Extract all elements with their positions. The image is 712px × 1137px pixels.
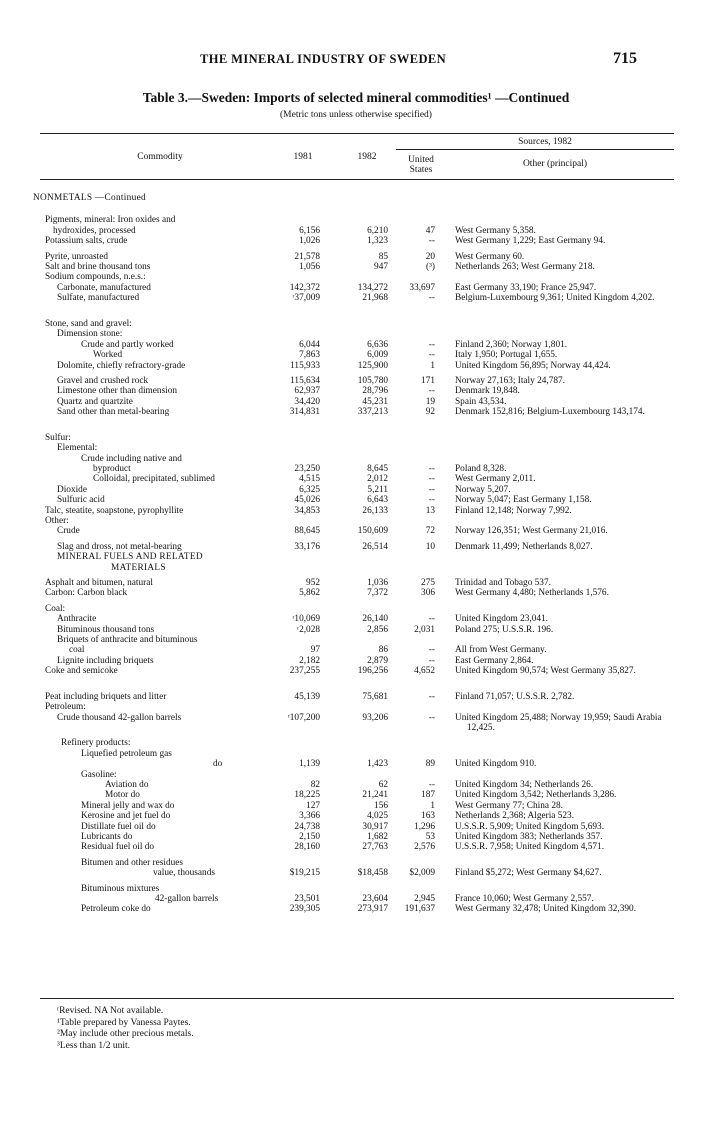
value-other-sources: West Germany 1,229; East Germany 94. <box>455 236 606 247</box>
value-us: 163 <box>421 811 435 822</box>
value-other-sources: United Kingdom 3,542; Netherlands 3,286. <box>455 790 617 801</box>
table-body <box>0 193 712 925</box>
value-us: 2,576 <box>414 842 435 853</box>
value-us: -- <box>428 293 435 304</box>
value-1981: 45,026 <box>294 495 320 506</box>
value-1981: 6,325 <box>299 484 320 495</box>
commodity-label: Gasoline: <box>81 769 117 780</box>
value-us: 89 <box>425 759 435 770</box>
table-row <box>0 780 712 790</box>
value-us: 1 <box>430 800 435 811</box>
value-us: (³) <box>426 261 435 272</box>
table-row <box>0 904 712 925</box>
value-1981: 115,933 <box>290 360 320 371</box>
commodity-label: Worked <box>93 350 123 361</box>
table-row <box>0 552 712 573</box>
col-other-header: Other (principal) <box>522 159 588 169</box>
table-row <box>0 485 712 495</box>
commodity-label: NONMETALS —Continued <box>33 193 146 203</box>
value-other-sources: United Kingdom 383; Netherlands 357. <box>455 832 603 842</box>
table-row <box>0 790 712 800</box>
value-1981: 34,420 <box>294 396 320 407</box>
commodity-label: Other: <box>45 516 69 526</box>
table-row <box>0 832 712 842</box>
table-row <box>0 350 712 360</box>
value-1982: 196,256 <box>357 666 388 677</box>
commodity-label: coal <box>69 645 85 656</box>
value-1981: 24,738 <box>294 821 320 832</box>
table-row <box>0 713 712 734</box>
col-1981-header: 1981 <box>293 152 313 162</box>
value-1982: 30,917 <box>362 821 388 832</box>
table-row <box>0 625 712 635</box>
value-other-sources: East Germany 33,190; France 25,947. <box>455 282 597 293</box>
table-row <box>0 770 712 780</box>
commodity-label: Elemental: <box>57 443 98 454</box>
value-1981: 314,831 <box>289 407 320 418</box>
value-us: 171 <box>421 375 435 386</box>
value-1982: 5,211 <box>367 484 388 495</box>
commodity-label: Bituminous thousand tons <box>57 624 155 635</box>
footnote: ʳRevised. NA Not available. <box>57 1006 164 1016</box>
value-1981: 62,937 <box>294 386 320 397</box>
value-other-sources: Norway 5,047; East Germany 1,158. <box>455 495 592 506</box>
commodity-label: Coke and semicoke <box>45 666 118 677</box>
value-other-sources: Finland 71,057; U.S.S.R. 2,782. <box>455 691 575 702</box>
value-1982: 337,213 <box>357 407 388 418</box>
running-header <box>0 50 712 70</box>
commodity-label: Carbon: Carbon black <box>45 588 128 599</box>
value-other-sources: Italy 1,950; Portugal 1,655. <box>455 350 558 361</box>
value-1981: ʳ10,069 <box>292 614 320 625</box>
value-1982: 2,012 <box>367 474 388 485</box>
value-us: 191,637 <box>404 904 435 915</box>
commodity-label: Bituminous mixtures <box>81 883 160 894</box>
value-other-sources: Norway 5,207. <box>455 484 511 495</box>
value-1982: 26,133 <box>362 505 388 516</box>
table-subtitle: (Metric tons unless otherwise specified) <box>280 110 432 120</box>
commodity-label: Distillate fuel oil do <box>81 821 156 832</box>
value-other-sources: United Kingdom 56,895; Norway 44,424. <box>455 360 611 371</box>
value-other-sources: Netherlands 263; West Germany 218. <box>455 261 595 272</box>
value-other-sources: Spain 43,534. <box>455 396 507 407</box>
value-us: 275 <box>421 577 435 588</box>
commodity-label: Pigments, mineral: Iron oxides and <box>45 215 176 226</box>
value-1982: 2,856 <box>367 624 388 635</box>
commodity-label: Asphalt and bitumen, natural <box>45 577 153 588</box>
value-other-sources: West Germany 2,011. <box>455 474 536 485</box>
commodity-label: Salt and brine thousand tons <box>45 261 151 272</box>
value-us: -- <box>428 645 435 656</box>
commodity-label: Liquefied petroleum gas <box>81 748 172 759</box>
value-us: -- <box>428 484 435 495</box>
value-us: -- <box>428 474 435 485</box>
table-bottom-rule <box>40 998 674 999</box>
commodity-label: Crude <box>57 526 80 537</box>
value-1982: 273,917 <box>357 904 388 915</box>
value-us: 20 <box>425 251 435 262</box>
value-1982: 93,206 <box>362 712 388 723</box>
value-1981: 239,305 <box>289 904 320 915</box>
value-1981: 88,645 <box>294 526 320 537</box>
table-top-rule <box>40 133 674 134</box>
value-1982: 1,036 <box>367 577 388 588</box>
col-sources-header: Sources, 1982 <box>518 137 572 147</box>
value-other-sources: U.S.S.R. 7,958; United Kingdom 4,571. <box>455 842 605 853</box>
value-1982: 8,645 <box>367 464 388 475</box>
commodity-label: Sodium compounds, n.e.s.: <box>45 272 146 283</box>
value-other-sources: Denmark 19,848. <box>455 386 520 397</box>
commodity-label: Coal: <box>45 603 66 614</box>
table-row <box>0 397 712 407</box>
table-row <box>0 215 712 236</box>
table-row <box>0 252 712 262</box>
commodity-label: 42-gallon barrels <box>155 893 219 904</box>
value-us: -- <box>428 495 435 506</box>
table-row <box>0 443 712 453</box>
commodity-label: Crude and partly worked <box>81 339 174 350</box>
commodity-label: Sulfate, manufactured <box>57 293 140 304</box>
value-other-sources: Denmark 152,816; Belgium-Luxembourg 143,174. <box>455 407 645 418</box>
footnotes <box>57 1006 194 1052</box>
table-row <box>0 454 712 475</box>
value-other-sources: West Germany 32,478; United Kingdom 32,390. <box>455 904 637 915</box>
value-1981: 5,862 <box>299 588 320 599</box>
table-row <box>0 635 712 656</box>
value-other-sources: East Germany 2,864. <box>455 655 534 666</box>
value-1981: $19,215 <box>289 868 320 879</box>
value-1981: 82 <box>310 780 320 791</box>
value-1981: ʳ2,028 <box>297 624 320 635</box>
table-row <box>0 262 712 272</box>
value-other-sources: Denmark 11,499; Netherlands 8,027. <box>455 541 593 552</box>
value-1982: 156 <box>374 800 388 811</box>
value-other-sources: United Kingdom 90,574; West Germany 35,827. <box>455 666 636 677</box>
commodity-label: Carbonate, manufactured <box>57 282 151 293</box>
commodity-label: Residual fuel oil do <box>81 842 155 853</box>
value-us: -- <box>428 464 435 475</box>
value-other-sources: Poland 275; U.S.S.R. 196. <box>455 624 554 635</box>
value-us: -- <box>428 712 435 723</box>
value-1982: 105,780 <box>357 375 388 386</box>
value-us: 306 <box>421 588 435 599</box>
value-1982: 2,879 <box>367 655 388 666</box>
value-1981: 34,853 <box>294 505 320 516</box>
commodity-label: Lubricants do <box>81 832 133 842</box>
value-other-sources: Finland 12,148; Norway 7,992. <box>455 505 572 516</box>
table-row <box>0 692 712 702</box>
value-1982: 21,241 <box>362 790 388 801</box>
commodity-label: MATERIALS <box>111 562 166 573</box>
table-row <box>0 801 712 811</box>
value-1981: 33,176 <box>294 541 320 552</box>
value-1982: 150,609 <box>357 526 388 537</box>
table-row <box>0 516 712 526</box>
commodity-label: Sulfuric acid <box>57 495 105 506</box>
table-row <box>0 738 712 748</box>
table-row <box>0 293 712 314</box>
value-us: 10 <box>425 541 435 552</box>
commodity-label: value, thousands <box>153 868 215 879</box>
value-1982: 134,272 <box>357 282 388 293</box>
value-other-sources: West Germany 4,480; Netherlands 1,576. <box>455 588 609 599</box>
col-commodity-header: Commodity <box>137 152 183 162</box>
commodity-label: Stone, sand and gravel: <box>45 318 132 329</box>
table-row <box>0 656 712 666</box>
header-bottom-rule <box>40 179 674 180</box>
value-1981: 115,634 <box>290 375 320 386</box>
value-other-sources: Poland 8,328. <box>455 464 507 475</box>
commodity-label: Petroleum coke do <box>81 904 151 915</box>
value-1981: 45,139 <box>294 691 320 702</box>
commodity-label: MINERAL FUELS AND RELATED <box>57 552 203 563</box>
value-other-sources: All from West Germany. <box>455 645 547 656</box>
value-us: 1,296 <box>414 821 435 832</box>
value-us: 1 <box>430 360 435 371</box>
commodity-label: Motor do <box>105 790 140 801</box>
commodity-label: Sulfur: <box>45 432 71 443</box>
table-row <box>0 604 712 614</box>
commodity-label: Slag and dross, not metal-bearing <box>57 541 182 552</box>
commodity-label: Lignite including briquets <box>57 655 154 666</box>
commodity-label: Gravel and crushed rock <box>57 375 149 386</box>
table-row <box>0 542 712 552</box>
commodity-label: Kerosine and jet fuel do <box>81 811 171 822</box>
footnote: ³Less than 1/2 unit. <box>57 1040 131 1051</box>
commodity-label: Aviation do <box>105 780 149 791</box>
commodity-label: Limestone other than dimension <box>57 386 178 397</box>
value-1982: 27,763 <box>362 842 388 853</box>
table-row <box>0 340 712 350</box>
value-1982: 26,140 <box>362 614 388 625</box>
value-1981: 237,255 <box>289 666 320 677</box>
value-us: 53 <box>425 832 435 842</box>
table-row <box>0 884 712 905</box>
value-1982: 1,682 <box>367 832 388 842</box>
commodity-label: Pyrite, unroasted <box>45 251 108 262</box>
table-row <box>0 236 712 246</box>
value-other-sources: Finland $5,272; West Germany $4,627. <box>455 868 602 879</box>
value-1981: 1,026 <box>299 236 320 247</box>
commodity-label: Anthracite <box>57 614 97 625</box>
value-other-sources: Norway 27,163; Italy 24,787. <box>455 375 565 386</box>
table-row <box>0 376 712 386</box>
commodity-label: hydroxides, processed <box>53 225 136 236</box>
value-other-sources: France 10,060; West Germany 2,557. <box>455 893 594 904</box>
value-1982: 75,681 <box>362 691 388 702</box>
value-1981: ʳ37,009 <box>292 293 320 304</box>
table-row <box>0 329 712 339</box>
table-row <box>0 666 712 687</box>
sources-rule <box>396 149 674 150</box>
value-1981: 18,225 <box>294 790 320 801</box>
value-us: 2,031 <box>414 624 435 635</box>
value-us: 33,697 <box>409 282 435 293</box>
commodity-label: byproduct <box>93 464 131 475</box>
commodity-label: Dioxide <box>57 484 87 495</box>
value-1981: ʳ107,200 <box>287 712 320 723</box>
footnote: ²May include other precious metals. <box>57 1029 194 1039</box>
value-other-sources: United Kingdom 23,041. <box>455 614 548 625</box>
commodity-label: Talc, steatite, soapstone, pyrophyllite <box>45 505 184 516</box>
value-1981: 1,056 <box>299 261 320 272</box>
value-1982: 1,323 <box>367 236 388 247</box>
value-1982: 6,636 <box>367 339 388 350</box>
commodity-label: do <box>213 759 223 770</box>
value-1981: 4,515 <box>299 474 320 485</box>
col-us-header: United States <box>408 155 434 175</box>
table-row <box>0 811 712 821</box>
footnote: ¹Table prepared by Vanessa Paytes. <box>57 1017 191 1028</box>
table-row <box>0 361 712 371</box>
value-1982: 125,900 <box>357 360 388 371</box>
value-us: 47 <box>425 225 435 236</box>
value-us: 2,945 <box>414 893 435 904</box>
commodity-label: Potassium salts, crude <box>45 236 128 247</box>
value-1982: 1,423 <box>367 759 388 770</box>
value-us: 92 <box>425 407 435 418</box>
value-us: -- <box>428 386 435 397</box>
value-1982: 7,372 <box>367 588 388 599</box>
value-1982: 6,210 <box>367 225 388 236</box>
value-1981: 142,372 <box>289 282 320 293</box>
value-1981: 952 <box>306 577 320 588</box>
value-1981: 21,578 <box>294 251 320 262</box>
value-us: -- <box>428 691 435 702</box>
table-row <box>0 842 712 852</box>
table-row <box>0 702 712 712</box>
value-us: $2,009 <box>409 868 435 879</box>
table-row <box>0 319 712 329</box>
value-other-sources: West Germany 60. <box>455 251 525 262</box>
table-row <box>0 614 712 624</box>
value-us: 187 <box>421 790 435 801</box>
value-other-sources: Trinidad and Tobago 537. <box>455 577 551 588</box>
running-title: THE MINERAL INDUSTRY OF SWEDEN <box>200 52 447 66</box>
value-other-sources: Norway 126,351; West Germany 21,016. <box>455 526 608 537</box>
commodity-label: Petroleum: <box>45 702 86 713</box>
value-1981: 23,250 <box>294 464 320 475</box>
value-us: -- <box>428 614 435 625</box>
value-other-sources: West Germany 5,358. <box>455 225 536 236</box>
value-1982: 23,604 <box>362 893 388 904</box>
value-us: 4,652 <box>414 666 435 677</box>
commodity-label: Refinery products: <box>61 738 131 749</box>
table-row <box>0 193 712 203</box>
value-other-sources: West Germany 77; China 28. <box>455 800 563 811</box>
commodity-label: Dolomite, chiefly refractory-grade <box>57 360 186 371</box>
commodity-label: Dimension stone: <box>57 329 123 340</box>
value-1981: 3,366 <box>299 811 320 822</box>
table-row <box>0 578 712 588</box>
value-1982: 28,796 <box>362 386 388 397</box>
value-1981: 28,160 <box>294 842 320 853</box>
value-1982: 947 <box>374 261 388 272</box>
table-row <box>0 283 712 293</box>
value-other-sources: Belgium-Luxembourg 9,361; United Kingdom 4,202. <box>455 293 655 304</box>
commodity-label: Mineral jelly and wax do <box>81 800 175 811</box>
commodity-label: Crude including native and <box>81 453 182 464</box>
value-1982: 45,231 <box>362 396 388 407</box>
value-1982: 4,025 <box>367 811 388 822</box>
value-1981: 6,044 <box>299 339 320 350</box>
value-1982: 6,643 <box>367 495 388 506</box>
table-row <box>0 822 712 832</box>
value-1981: 1,139 <box>299 759 320 770</box>
value-1982: $18,458 <box>357 868 388 879</box>
value-1982: 26,514 <box>362 541 388 552</box>
table-row <box>0 433 712 443</box>
table-row <box>0 759 712 769</box>
value-1981: 97 <box>310 645 320 656</box>
value-us: -- <box>428 236 435 247</box>
value-1982: 21,968 <box>362 293 388 304</box>
page-number: 715 <box>613 50 637 67</box>
value-us: 72 <box>425 526 435 537</box>
value-1981: 127 <box>306 800 320 811</box>
table-row <box>0 506 712 516</box>
table-row <box>0 526 712 536</box>
commodity-label: Briquets of anthracite and bituminous <box>57 634 198 645</box>
table-title: Table 3.—Sweden: Imports of selected mineral commodities¹ —Continued <box>142 90 570 105</box>
value-other-sources: U.S.S.R. 5,909; United Kingdom 5,693. <box>455 821 605 832</box>
value-other-sources: Netherlands 2,368; Algeria 523. <box>455 811 575 822</box>
table-row <box>0 495 712 505</box>
table-row <box>0 474 712 484</box>
value-us: 19 <box>425 396 435 407</box>
value-us: -- <box>428 655 435 666</box>
value-1981: 6,156 <box>299 225 320 236</box>
value-other-sources: United Kingdom 25,488; Norway 19,959; Saudi Arabia 12,425. <box>455 712 662 734</box>
commodity-label: Sand other than metal-bearing <box>57 407 170 418</box>
value-1982: 6,009 <box>367 350 388 361</box>
value-other-sources: Finland 2,360; Norway 1,801. <box>455 339 568 350</box>
commodity-label: Bitumen and other residues <box>81 857 183 868</box>
value-other-sources: United Kingdom 910. <box>455 759 537 770</box>
commodity-label: Crude thousand 42-gallon barrels <box>57 712 182 723</box>
table-row <box>0 749 712 759</box>
value-us: -- <box>428 339 435 350</box>
commodity-label: Peat including briquets and litter <box>45 691 167 702</box>
value-1981: 7,863 <box>299 350 320 361</box>
value-us: -- <box>428 780 435 791</box>
table-row <box>0 272 712 282</box>
value-us: 13 <box>425 505 435 516</box>
value-1981: 2,150 <box>299 832 320 842</box>
value-other-sources: United Kingdom 34; Netherlands 26. <box>455 780 594 791</box>
value-1982: 62 <box>378 780 388 791</box>
table-row <box>0 407 712 428</box>
value-1982: 85 <box>378 251 388 262</box>
commodity-label: Colloidal, precipitated, sublimed <box>93 474 215 485</box>
commodity-label: Quartz and quartzite <box>57 396 133 407</box>
value-1982: 86 <box>378 645 388 656</box>
table-row <box>0 858 712 879</box>
value-us: -- <box>428 350 435 361</box>
value-1981: 2,182 <box>299 655 320 666</box>
table-row <box>0 588 712 598</box>
table-row <box>0 386 712 396</box>
value-1981: 23,501 <box>294 893 320 904</box>
col-1982-header: 1982 <box>357 152 377 162</box>
